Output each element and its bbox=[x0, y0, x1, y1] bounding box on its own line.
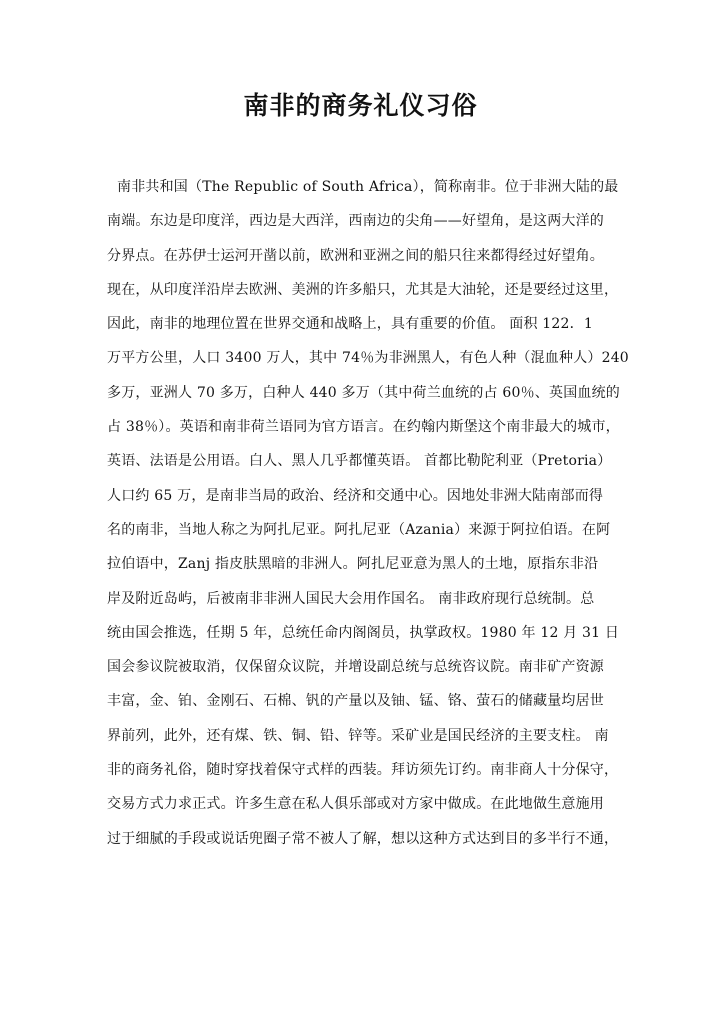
text-line: 统由国会推选，任期 5 年，总统任命内阁阁员，执掌政权。1980 年 12 月 31 日 bbox=[107, 624, 620, 641]
text-line: 英语、法语是公用语。白人、黑人几乎都懂英语。 首都比勒陀利亚（Pretoria） bbox=[107, 453, 612, 470]
text-line: 国会参议院被取消，仅保留众议院，并增设副总统与总统咨议院。南非矿产资源 bbox=[107, 659, 604, 676]
text-line: 分界点。在苏伊士运河开凿以前，欧洲和亚洲之间的船只往来都得经过好望角。 bbox=[107, 247, 604, 264]
text-line: 现在，从印度洋沿岸去欧洲、美洲的许多船只，尤其是大油轮，还是要经过这里， bbox=[107, 281, 619, 298]
document-title: 南非的商务礼仪习俗 bbox=[243, 91, 478, 120]
text-line: 占 38％）。英语和南非荷兰语同为官方语言。在约翰内斯堡这个南非最大的城市， bbox=[107, 419, 620, 436]
text-line: 非的商务礼俗，随时穿找着保守式样的西装。拜访须先订约。南非商人十分保守， bbox=[107, 762, 619, 779]
text-line: 交易方式力求正式。许多生意在私人俱乐部或对方家中做成。在此地做生意施用 bbox=[107, 796, 604, 813]
text-line: 人口约 65 万，是南非当局的政治、经济和交通中心。因地处非洲大陆南部而得 bbox=[107, 487, 604, 504]
text-line: 过于细腻的手段或说话兜圈子常不被人了解，想以这种方式达到目的多半行不通， bbox=[107, 830, 619, 847]
text-line: 拉伯语中，Zanj 指皮肤黑暗的非洲人。阿扎尼亚意为黑人的土地，原指东非沿 bbox=[107, 556, 599, 573]
text-line: 丰富，金、铂、金刚石、石棉、钒的产量以及铀、锰、铬、萤石的储藏量均居世 bbox=[107, 693, 604, 710]
text-line: 万平方公里，人口 3400 万人，其中 74％为非洲黑人，有色人种（混血种人）240 bbox=[107, 350, 629, 367]
text-line: 界前列，此外，还有煤、铁、铜、铅、锌等。采矿业是国民经济的主要支柱。 南 bbox=[107, 727, 609, 744]
document-body bbox=[107, 170, 627, 856]
text-line: 岸及附近岛屿，后被南非非洲人国民大会用作国名。 南非政府现行总统制。总 bbox=[107, 590, 595, 607]
text-line: 多万，亚洲人 70 多万，白种人 440 多万（其中荷兰血统的占 60％、英国血统的 bbox=[107, 384, 620, 401]
text-line: 南端。东边是印度洋，西边是大西洋，西南边的尖角——好望角，是这两大洋的 bbox=[107, 213, 604, 230]
text-line: 因此，南非的地理位置在世界交通和战略上，具有重要的价值。 面积 122．1 bbox=[107, 316, 593, 333]
text-line: 南非共和国（The Republic of South Africa），简称南非。位于非洲大陆的最 bbox=[117, 179, 619, 195]
text-line: 名的南非，当地人称之为阿扎尼亚。阿扎尼亚（Azania）来源于阿拉伯语。在阿 bbox=[107, 521, 611, 538]
